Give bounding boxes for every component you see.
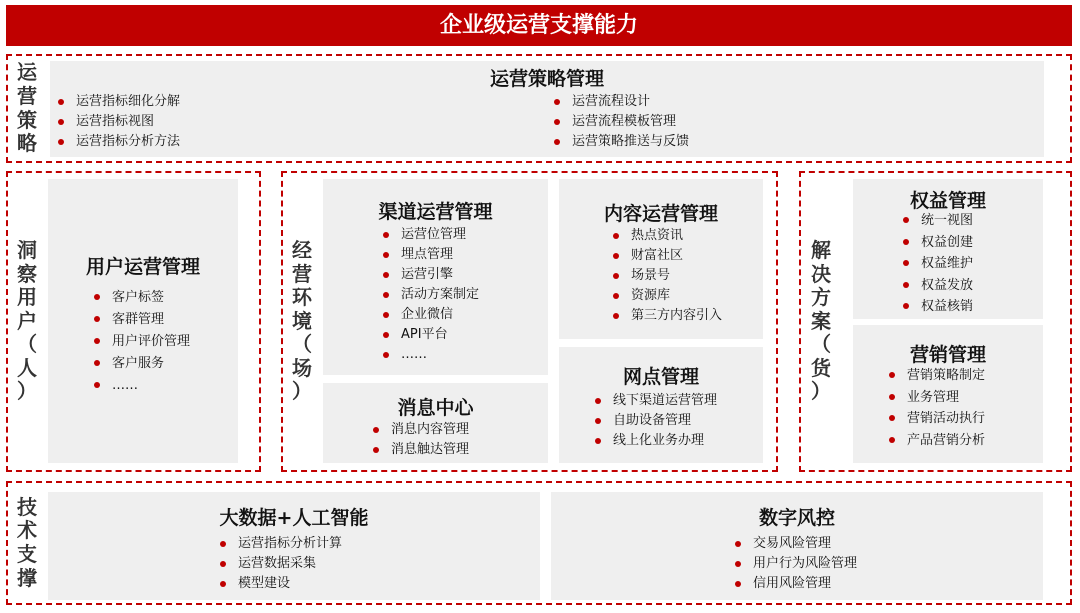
list-item: 营销活动执行 [887,408,985,430]
environment-label-char: 境 [292,308,312,333]
marketing-list [887,365,985,451]
list-item: 权益创建 [901,232,973,254]
solution-label-char: ） [811,379,831,404]
list-item: 消息内容管理 [371,420,469,440]
digital-risk-title: 数字风控 [758,507,835,529]
rights-list [901,210,973,318]
list-item: 用户评价管理 [92,331,190,353]
strategy-label [10,58,44,159]
insight-label-char: 察 [17,261,37,286]
message-center-list [371,420,469,460]
insight-label-char: 户 [17,308,37,333]
list-item: 埋点管理 [381,245,479,265]
list-item: 热点资讯 [611,226,722,246]
user-ops-title: 用户运营管理 [85,256,200,278]
solution-label-char: 决 [811,261,831,286]
environment-label-char: ） [292,379,312,404]
content-ops-panel [559,179,763,339]
insight-label-char: ） [17,379,37,404]
bigdata-ai-panel [48,492,540,600]
strategy-panel-title: 运营策略管理 [489,68,604,90]
environment-label-char: 环 [292,285,312,310]
strategy-label-char: 运 [17,60,37,85]
outlet-title: 网点管理 [622,366,699,388]
digital-risk-panel [551,492,1043,600]
environment-label-char: 营 [292,261,312,286]
insight-label [10,178,44,465]
list-item: 自助设备管理 [593,411,717,431]
outlet-list [593,391,717,451]
solution-label-char: 货 [811,355,831,380]
environment-label-char: 场 [292,355,312,380]
list-item: …… [381,345,479,365]
marketing-title: 营销管理 [909,344,986,366]
content-ops-list [611,226,722,326]
channel-ops-panel [323,179,548,375]
insight-label-char: 人 [17,355,37,380]
list-item: 运营指标分析计算 [218,534,342,554]
list-item: 权益维护 [901,253,973,275]
digital-risk-list [733,534,857,594]
list-item: 模型建设 [218,574,342,594]
list-item: 线上化业务办理 [593,431,717,451]
list-item: 权益发放 [901,275,973,297]
list-item: 运营流程设计 [552,92,689,112]
strategy-label-char: 略 [17,131,37,156]
list-item: 资源库 [611,286,722,306]
strategy-left-list [56,92,180,152]
list-item: 统一视图 [901,210,973,232]
list-item: 交易风险管理 [733,534,857,554]
rights-panel [853,179,1043,319]
rights-title: 权益管理 [909,190,986,212]
tech-label-char: 撑 [17,565,37,590]
list-item: 运营数据采集 [218,554,342,574]
list-item: 运营策略推送与反馈 [552,132,689,152]
tech-label-char: 技 [17,494,37,519]
environment-label-char: （ [292,332,312,357]
list-item: 客群管理 [92,309,190,331]
channel-ops-title: 渠道运营管理 [378,201,493,223]
solution-label-char: （ [811,332,831,357]
bigdata-ai-list [218,534,342,594]
insight-label-char: （ [17,332,37,357]
list-item: 信用风险管理 [733,574,857,594]
list-item: 运营位管理 [381,225,479,245]
list-item: 第三方内容引入 [611,306,722,326]
list-item: …… [92,375,190,397]
insight-label-char: 用 [17,285,37,310]
list-item: 线下渠道运营管理 [593,391,717,411]
list-item: 场景号 [611,266,722,286]
list-item: 运营指标视图 [56,112,180,132]
solution-label-char: 方 [811,285,831,310]
list-item: 运营引擎 [381,265,479,285]
strategy-right-list [552,92,689,152]
environment-label-char: 经 [292,237,312,262]
message-center-title: 消息中心 [397,397,474,419]
strategy-label-char: 营 [17,83,37,108]
list-item: 客户服务 [92,353,190,375]
list-item: 营销策略制定 [887,365,985,387]
channel-ops-list [381,225,479,365]
list-item: 财富社区 [611,246,722,266]
solution-label [803,178,839,465]
tech-label-char: 术 [17,518,37,543]
list-item: 业务管理 [887,387,985,409]
tech-label [10,485,44,601]
list-item: 运营流程模板管理 [552,112,689,132]
list-item: 企业微信 [381,305,479,325]
strategy-label-char: 策 [17,107,37,132]
list-item: 用户行为风险管理 [733,554,857,574]
list-item: 活动方案制定 [381,285,479,305]
insight-label-char: 洞 [17,237,37,262]
marketing-panel [853,325,1043,463]
strategy-panel [50,61,1044,157]
list-item: 运营指标细化分解 [56,92,180,112]
list-item: 权益核销 [901,296,973,318]
list-item: 客户标签 [92,287,190,309]
user-ops-list [92,287,190,397]
environment-label [285,178,319,465]
user-ops-panel [48,179,238,463]
list-item: API平台 [381,325,479,345]
list-item: 消息触达管理 [371,440,469,460]
list-item: 产品营销分析 [887,430,985,452]
list-item: 运营指标分析方法 [56,132,180,152]
solution-label-char: 解 [811,237,831,262]
message-center-panel [323,383,548,463]
outlet-panel [559,347,763,463]
solution-label-char: 案 [811,308,831,333]
tech-label-char: 支 [17,542,37,566]
page-title: 企业级运营支撑能力 [6,5,1072,46]
content-ops-title: 内容运营管理 [603,203,718,225]
bigdata-ai-title: 大数据+人工智能 [219,507,369,529]
